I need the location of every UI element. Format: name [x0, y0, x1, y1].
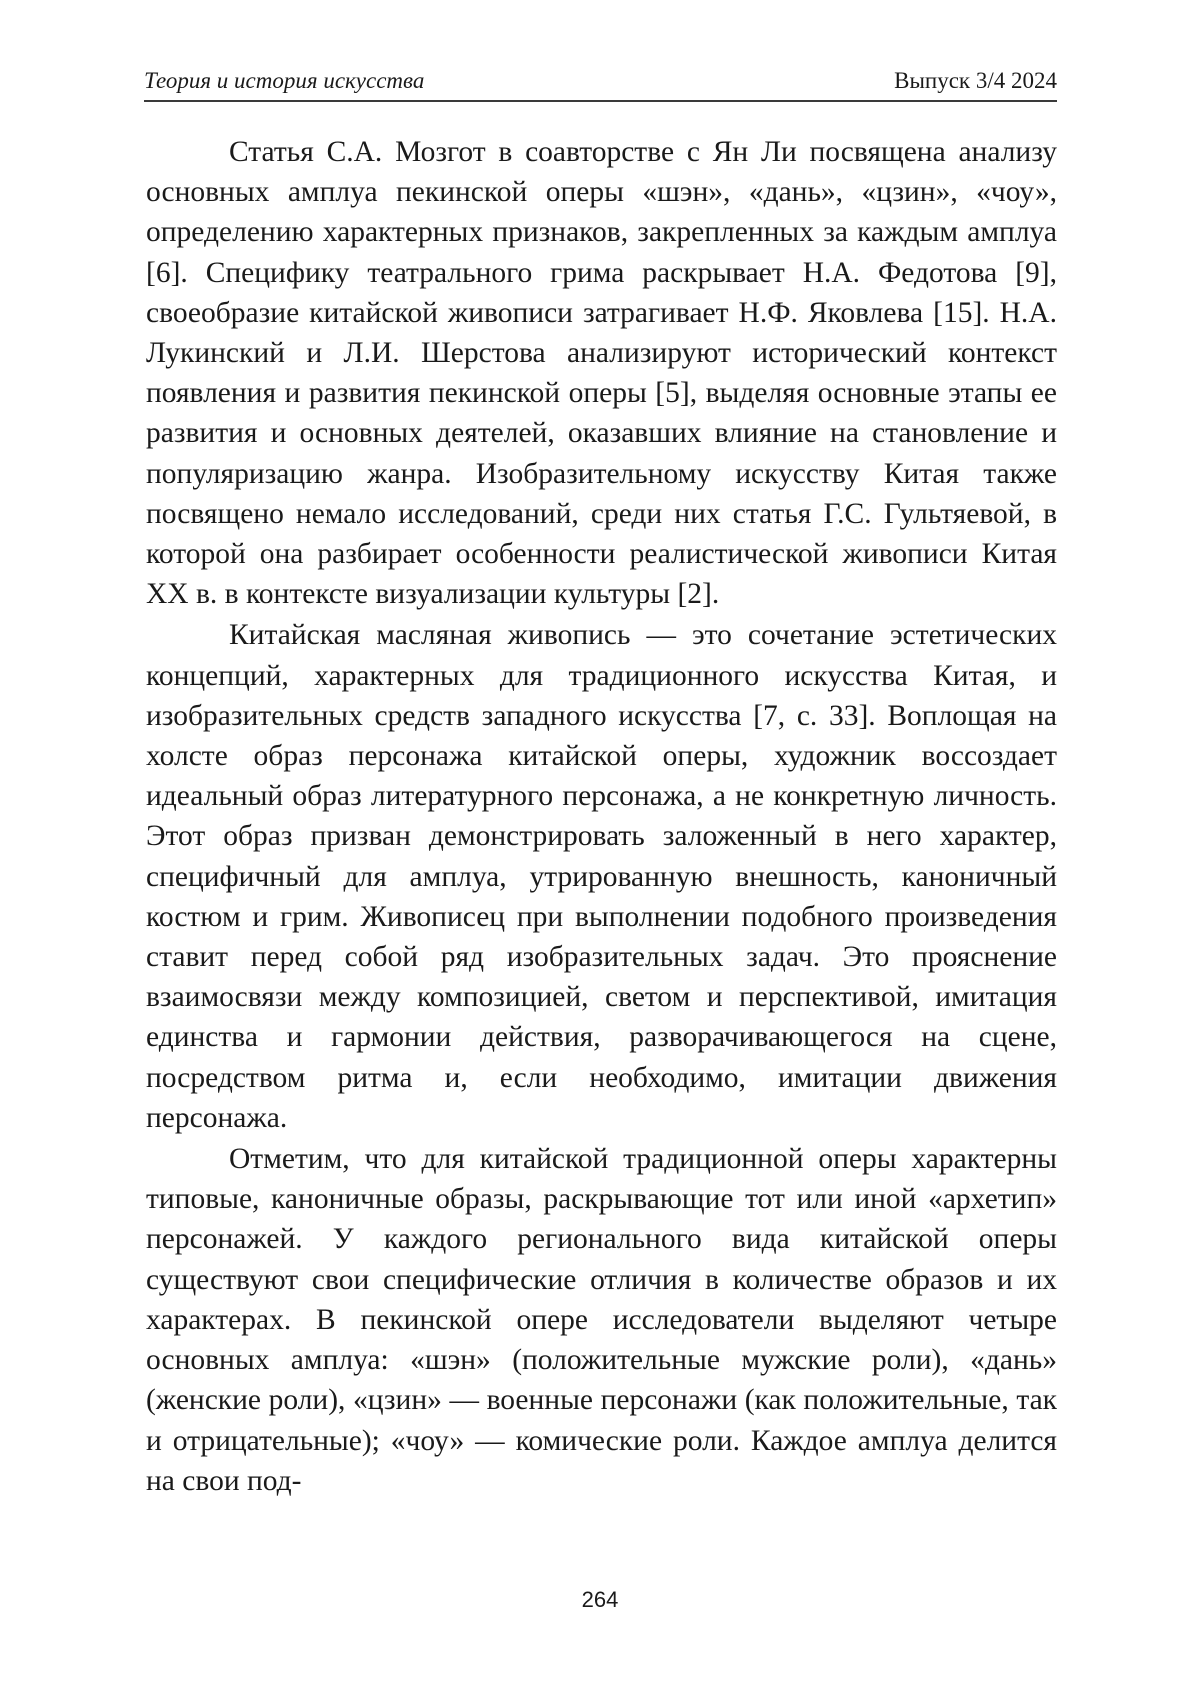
- journal-title: Теория и история искусства: [144, 68, 424, 94]
- paragraph: Китайская масляная живопись — это сочетание эстетиче­ских концепций, характерных для традиционного искусства Ки­тая, и изобразительных средств западного искусства [7, с. 33]. Воплощая на холсте образ персонажа китайской оперы, худож­ник воссоздает идеальный образ литературного персонажа, а не конкретную личность. Этот образ призван демонстрировать заложенный в него характер, специфичный для амплуа, утри­рованную внешность, каноничный костюм и грим. Живописец при выполнении подобного произведения ставит перед собой ряд изобразительных задач. Это прояснение взаимосвязи меж­ду композицией, светом и перспективой, имитация единства и гармонии действия, разворачивающегося на сцене, посредством ритма и, если необходимо, имитации движения персонажа.: [146, 615, 1057, 1138]
- running-header: [144, 66, 1057, 102]
- document-page: [0, 0, 1200, 1703]
- page-number: 264: [0, 1587, 1200, 1613]
- body-text: [146, 132, 1057, 1501]
- issue-info: Выпуск 3/4 2024: [894, 68, 1057, 94]
- paragraph: Отметим, что для китайской традиционной оперы харак­терны типовые, каноничные образы, раскрывающие тот или иной «архетип» персонажей. У каждого регионального вида китайской оперы существуют свои специфические отличия в количестве образов и их характерах. В пекинской опере иссле­дователи выделяют четыре основных амплуа: «шэн» (положи­тельные мужские роли), «дань» (женские роли), «цзин» — во­енные персонажи (как положительные, так и отрицательные); «чоу» — комические роли. Каждое амплуа делится на свои под-: [146, 1139, 1057, 1501]
- paragraph: Статья С.А. Мозгот в соавторстве с Ян Ли посвящена ана­лизу основных амплуа пекинской оперы «шэн», «дань», «цзин», «чоу», определению характерных признаков, закрепленных за каждым амплуа [6]. Специфику театрального грима раскрывает Н.А. Федотова [9], своеобразие китайской живописи затрагивает Н.Ф. Яковлева [15]. Н.А. Лукинский и Л.И. Шерстова анализи­руют исторический контекст появления и развития пекинской оперы [5], выделяя основные этапы ее развития и основных деятелей, оказавших влияние на становление и популяризацию жанра. Изобразительному искусству Китая также посвящено не­мало исследований, среди них статья Г.С. Гультяевой, в которой она разбирает особенности реалистической живописи Китая XX в. в контексте визуализации культуры [2].: [146, 132, 1057, 614]
